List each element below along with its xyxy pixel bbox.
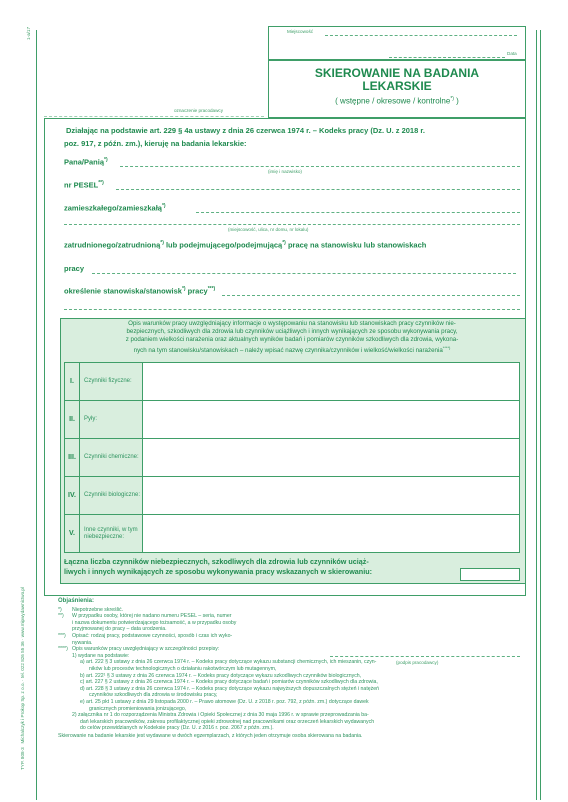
note-text: Opisać: rodzaj pracy, podstawowe czynności, sposób i czas ich wyko-: [72, 632, 233, 639]
address-sup: *): [161, 203, 166, 209]
factor-row: [65, 401, 520, 439]
note-text: granicznych promieniowania jonizującego,: [89, 705, 187, 712]
conditions-line2: bezpiecznych, szkodliwych dla zdrowia lub czynników uciążliwych i innych wynikających ze sposobu wykonywania pracy,: [126, 328, 458, 335]
place-line[interactable]: [325, 35, 517, 36]
factor-row: [65, 363, 520, 401]
intro-line1: Działając na podstawie art. 229 § 4a ustawy z dnia 26 czerwca 1974 r. – Kodeks pracy (Dz. U. z 2018 r.: [66, 126, 425, 135]
intro-line2: poz. 917, z późn. zm.), kieruję na badania lekarskie:: [64, 139, 247, 148]
name-label-text: Pana/Panią: [64, 157, 105, 167]
conditions-line1: Opis warunków pracy uwzględniający informacje o występowaniu na stanowisku lub stanowiskach pracy czynników nie-: [128, 320, 456, 327]
place-date-box: [268, 26, 526, 60]
total-input-box[interactable]: [460, 568, 520, 581]
position-label: [64, 286, 215, 296]
note-mark: *): [58, 606, 62, 613]
note-text: ników lub procesów technologicznych o działaniu rakotwórczym lub mutagennym,: [89, 665, 277, 672]
name-input-line[interactable]: [120, 166, 520, 167]
factor-row: [65, 515, 520, 553]
address-input-line-2[interactable]: [64, 224, 520, 225]
employer-stamp-label: oznaczenie pracodawcy: [174, 108, 224, 113]
factor-input[interactable]: [143, 477, 520, 515]
note-text: do celów przewidzianych w Kodeksie pracy (Dz. U. z 2016 r. poz. 2067 z późn. zm.).: [80, 725, 274, 732]
note-text: b) art. 222¹ § 3 ustawy z dnia 26 czerwca 1974 r. – Kodeks pracy dotyczące wykazu szkodliwych czynników biologicznych,: [80, 672, 362, 679]
factor-label: Czynniki fizyczne:: [80, 363, 143, 401]
note-text: dań lekarskich pracowników, zakresu profilaktycznej opieki zdrowotnej nad pracownikami oraz orzeczeń lekarskich wydawanych: [80, 718, 375, 725]
factor-num: I.: [65, 363, 80, 401]
factor-num: II.: [65, 401, 80, 439]
name-sup: *): [104, 157, 108, 163]
place-label: Miejscowość: [287, 29, 314, 34]
factor-label: Czynniki biologiczne:: [80, 477, 143, 515]
total-text: [64, 557, 372, 577]
note-text: 1) wydane na podstawie:: [72, 652, 130, 659]
employed-sup1: *): [160, 240, 164, 246]
note-text: 2) załącznika nr 1 do rozporządzenia Ministra Zdrowia i Opieki Społecznej z dnia 30 maja 1996 r. w sprawie przeprowadzania ba-: [72, 712, 369, 719]
factor-label: Inne czynniki, w tym niebezpieczne:: [80, 515, 143, 553]
factor-row: [65, 439, 520, 477]
note-text: Niepotrzebne skreślić.: [72, 606, 124, 613]
employed-label-text: zatrudnionego/zatrudnioną: [64, 240, 161, 250]
position-label-text: określenie stanowiska/stanowisk: [64, 286, 182, 296]
date-line[interactable]: [389, 57, 505, 58]
address-label: [64, 203, 166, 213]
date-label: Data: [507, 51, 517, 56]
factor-num: V.: [65, 515, 80, 553]
employed-end: pracę na stanowisku lub stanowiskach: [285, 240, 427, 250]
conditions-text: [64, 320, 520, 355]
subtitle-sup: *): [450, 96, 454, 102]
note-final: Skierowanie na badanie lekarskie jest wydawane w dwóch egzemplarzach, z których jeden otrzymuje osoba skierowana na badania.: [58, 732, 363, 739]
note-text: i nazwa dokumentu potwierdzającego tożsamość, a w przypadku osoby: [72, 619, 237, 626]
pesel-label-text: nr PESEL: [64, 180, 99, 190]
note-mark: ****): [58, 646, 68, 653]
total-line1: Łączna liczba czynników niebezpiecznych, szkodliwych dla zdrowia lub czynników uciąż-: [64, 557, 369, 566]
side-code: TYP. 808-3: [20, 747, 25, 770]
note-text: d) art. 228 § 3 ustawy z dnia 26 czerwca 1974 r. – Kodeks pracy dotyczące wykazu najwyższych dopuszczalnych stężeń i natężeń: [80, 685, 380, 692]
employed-label: [64, 240, 426, 250]
factor-input[interactable]: [143, 401, 520, 439]
factor-row: [65, 477, 520, 515]
subtitle-end: ): [453, 96, 459, 106]
factor-label: Pyły:: [80, 401, 143, 439]
employed-mid: lub podejmującego/podejmującą: [163, 240, 283, 250]
employed-sup2: *): [282, 240, 286, 246]
total-line2: liwych i innych wynikających ze sposobu wykonywania pracy wskazanych w skierowaniu:: [64, 567, 372, 576]
signature-line[interactable]: [330, 656, 520, 657]
factor-input[interactable]: [143, 439, 520, 477]
position-mid: pracy: [185, 286, 208, 296]
title-box: [268, 60, 526, 118]
left-margin-line: [36, 30, 37, 800]
note-text: przyjmowanej do pracy – data urodzenia.: [72, 626, 167, 633]
conditions-line4-text: nych na tym stanowisku/stanowiskach – należy wpisać nazwę czynnika/czynników i wielkość/wielkości narażenia: [133, 347, 443, 355]
conditions-line4-sup: ****): [442, 345, 451, 350]
address-hint: (miejscowość, ulica, nr domu, nr lokalu): [228, 227, 309, 232]
position-input-line-2[interactable]: [64, 309, 520, 310]
position-sup2: ***): [207, 286, 216, 292]
name-hint: (imię i nazwisko): [268, 169, 302, 174]
form-code: 1-a/17: [26, 26, 31, 40]
note-mark: ***): [58, 632, 66, 639]
address-input-line[interactable]: [196, 212, 520, 213]
conditions-line3: z podaniem wielkości narażenia oraz aktualnych wyników badań i pomiarów czynników szkodliwych dla zdrowia, wykona-: [125, 336, 459, 343]
subtitle-text: ( wstępne / okresowe / kontrolne: [335, 96, 451, 106]
pesel-input-line[interactable]: [116, 189, 520, 190]
factor-input[interactable]: [143, 363, 520, 401]
factor-input[interactable]: [143, 515, 520, 553]
factor-num: IV.: [65, 477, 80, 515]
position-sup1: *): [181, 286, 186, 292]
note-text: a) art. 222 § 3 ustawy z dnia 26 czerwca 1974 r. – Kodeks pracy dotyczące wykazu substancji chemicznych, ich mieszanin, czyn-: [80, 659, 377, 666]
note-text: Opis warunków pracy uwzględniający w szczególności przepisy:: [72, 646, 220, 653]
factor-num: III.: [65, 439, 80, 477]
title-subtitle: [269, 96, 525, 106]
signature-label: (podpis pracodawcy): [396, 660, 439, 665]
title-line2: LEKARSKIE: [362, 79, 432, 93]
position-input-line[interactable]: [222, 295, 520, 296]
pesel-label: [64, 180, 104, 190]
conditions-line4: [64, 344, 520, 355]
right-margin-line: [536, 30, 537, 800]
pesel-sup: **): [98, 180, 104, 186]
side-imprint-text: Michalczyk i Prokop Sp. z o.o. · tel. 022 826 55 36 · www.mipwydawnictwo.pl: [20, 586, 25, 744]
name-label: [64, 157, 108, 167]
work-input-line[interactable]: [92, 273, 516, 274]
note-text: W przypadku osoby, której nie nadano numeru PESEL – seria, numer: [72, 613, 232, 620]
side-imprint: [20, 480, 28, 770]
title-line1: SKIEROWANIE NA BADANIA: [314, 66, 480, 80]
note-text: e) art. 25 pkt 1 ustawy z dnia 29 listopada 2000 r. – Prawo atomowe (Dz. U. z 2018 r. poz. 792, z późn. zm.) dotyczące dawek: [80, 698, 369, 705]
notes-title: Objaśnienia:: [58, 598, 95, 604]
address-label-text: zamieszkałego/zamieszkałą: [64, 203, 162, 213]
factors-table: [64, 362, 520, 553]
note-mark: **): [58, 613, 64, 620]
note-text: c) art. 227 § 2 ustawy z dnia 26 czerwca 1974 r. – Kodeks pracy dotyczące badań i pomiarów czynników szkodliwych dla zdrowia,: [80, 679, 378, 686]
notes: [58, 598, 528, 739]
factor-label: Czynniki chemiczne:: [80, 439, 143, 477]
employer-stamp-box: [44, 28, 264, 117]
work-label: pracy: [64, 264, 85, 273]
right-margin-line-2: [540, 30, 541, 800]
note-text: czynników szkodliwych dla zdrowia w środowisku pracy,: [89, 692, 218, 699]
note-text: nywania.: [72, 639, 93, 646]
